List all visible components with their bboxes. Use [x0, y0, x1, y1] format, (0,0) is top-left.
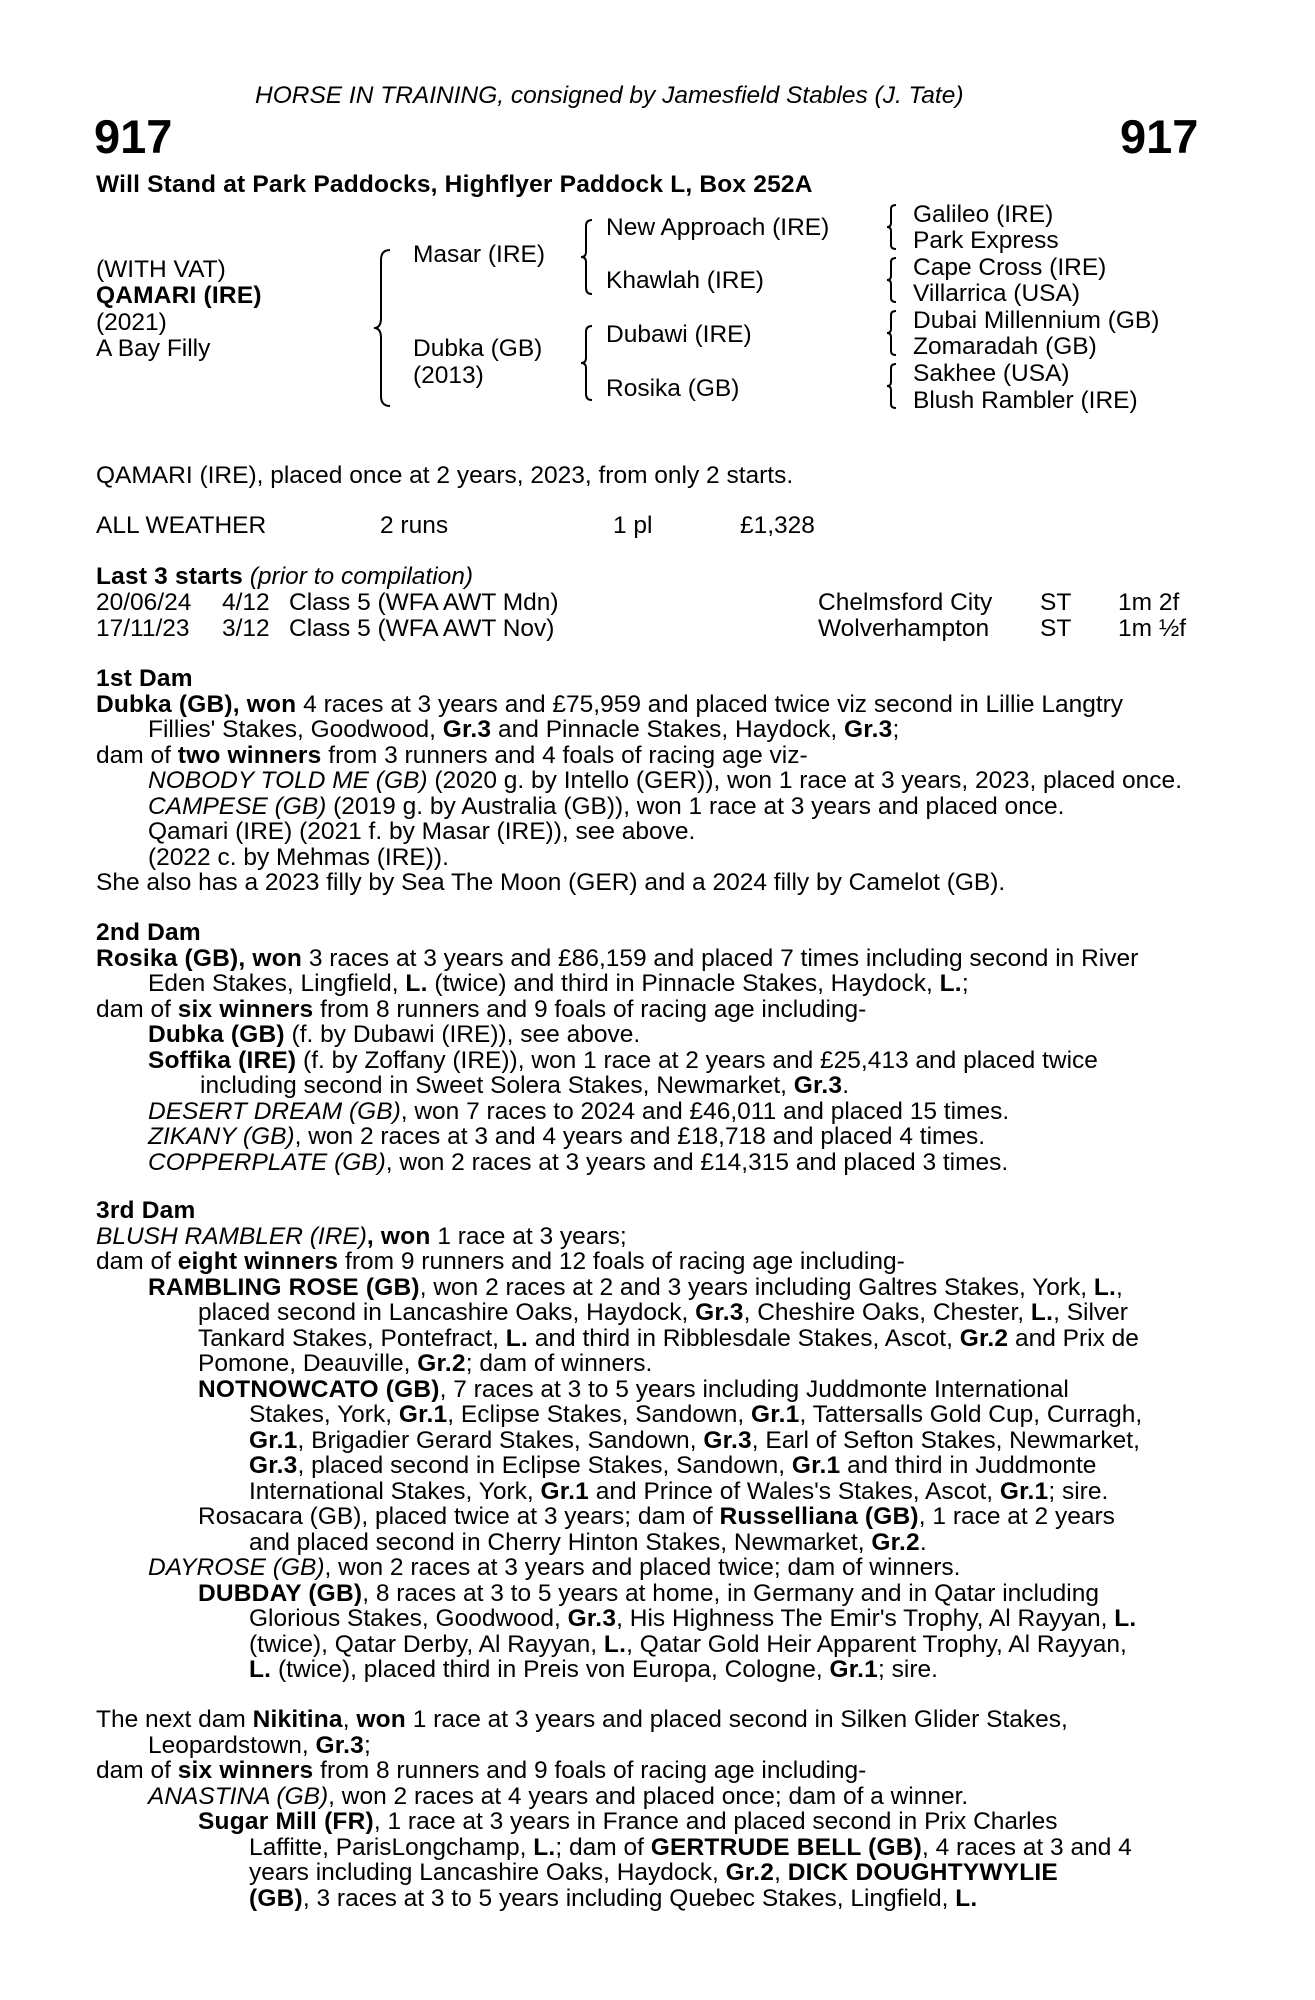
text: , 3 races at 3 to 5 years including Quebec Stakes, Lingfield, — [302, 1884, 956, 1912]
last-starts-title: Last 3 starts — [96, 563, 243, 590]
text: dam of — [96, 1248, 178, 1275]
text: , 8 races at 3 to 5 years at home, in Germany and in Qatar including — [362, 1579, 1099, 1607]
offspring-entry — [96, 1632, 1142, 1658]
text: and third in Juddmonte — [840, 1452, 1097, 1479]
offspring-entry — [96, 1453, 1142, 1479]
text: , placed second in Eclipse Stakes, Sandown, — [297, 1452, 792, 1479]
offspring-entry — [96, 1073, 1138, 1099]
bold-text: Gr.1 — [540, 1477, 589, 1505]
bold-text: NOTNOWCATO (GB) — [198, 1375, 440, 1403]
sire-dam-name: Khawlah (IRE) — [606, 267, 764, 294]
dam-year: (2013) — [413, 362, 484, 389]
dam-line — [96, 717, 1182, 743]
text: placed second in Lancashire Oaks, Haydock, — [198, 1299, 696, 1326]
text: , won 2 races at 3 years and placed twice; dam of winners. — [324, 1554, 961, 1581]
text: , won 7 races to 2024 and £46,011 and placed 15 times. — [400, 1097, 1010, 1125]
text: (2020 g. by Intello (GER)), won 1 race at 3 years, 2023, placed once. — [427, 767, 1182, 794]
offspring-name: ZIKANY (GB) — [148, 1123, 295, 1150]
offspring-entry — [96, 1860, 1132, 1886]
bold-text: Gr.3 — [249, 1452, 298, 1479]
text: , won 2 races at 4 years and placed once; dam of a winner. — [328, 1782, 969, 1810]
lot-number-right: 917 — [1120, 110, 1199, 163]
sire-name: Masar (IRE) — [413, 241, 546, 268]
text: , Earl of Sefton Stakes, Newmarket, — [751, 1426, 1140, 1454]
text: years including Lancashire Oaks, Haydock, — [249, 1859, 726, 1886]
bold-text: Gr.3 — [567, 1605, 617, 1632]
offspring-name: Dubka (GB) — [148, 1021, 285, 1048]
text: Laffitte, ParisLongchamp, — [249, 1833, 534, 1861]
gen3-name: Park Express — [913, 227, 1059, 254]
text: Fillies' Stakes, Goodwood, — [148, 716, 443, 743]
offspring-entry — [96, 1835, 1132, 1861]
text: Glorious Stakes, Goodwood, — [249, 1605, 568, 1632]
start-race: Class 5 (WFA AWT Mdn) — [289, 589, 559, 616]
dam-line — [96, 692, 1182, 718]
bold-text: L. — [533, 1833, 556, 1861]
text: , Tattersalls Gold Cup, Curragh, — [799, 1401, 1143, 1428]
gen3-name: Blush Rambler (IRE) — [913, 387, 1138, 414]
text: , Brigadier Gerard Stakes, Sandown, — [297, 1426, 704, 1454]
dam-line — [96, 1224, 1142, 1250]
bold-text: Gr.1 — [829, 1656, 879, 1683]
text: Eden Stakes, Lingfield, — [148, 970, 406, 997]
dam-line — [96, 946, 1138, 972]
text: dam of — [96, 741, 178, 769]
text: , won 2 races at 3 and 4 years and £18,718 and placed 4 times. — [294, 1123, 986, 1150]
stabling-location: Will Stand at Park Paddocks, Highflyer Paddock L, Box 252A — [96, 171, 813, 198]
text: (twice), placed third in Preis von Europa, Cologne, — [271, 1656, 830, 1683]
italic-text: DAYROSE (GB) — [148, 1554, 325, 1581]
dam-line — [96, 1249, 1142, 1275]
bold-text: DICK DOUGHTYWYLIE — [787, 1859, 1058, 1886]
offspring-entry — [96, 1351, 1142, 1377]
dam-dam-name: Rosika (GB) — [606, 375, 740, 402]
text: , — [774, 1859, 788, 1886]
brace-icon — [580, 324, 594, 402]
text: 3 races at 3 years and £86,159 and placed 7 times including second in River — [302, 944, 1139, 972]
offspring-entry — [96, 1300, 1142, 1326]
text: Rosacara (GB), placed twice at 3 years; dam of — [198, 1503, 720, 1530]
horse-name: QAMARI (IRE) — [96, 282, 262, 309]
text: and third in Ribblesdale Stakes, Ascot, — [527, 1324, 960, 1352]
brace-icon — [886, 203, 898, 251]
offspring-entry — [96, 1402, 1142, 1428]
bold-text: Gr.2 — [417, 1350, 466, 1377]
text: Leopardstown, — [148, 1731, 316, 1759]
offspring-name: Soffika (IRE) — [148, 1046, 297, 1074]
start-course: Chelmsford City — [818, 589, 993, 616]
bold-text: (GB) — [249, 1884, 303, 1912]
text: and Prix de — [1008, 1324, 1139, 1352]
sire-sire-name: New Approach (IRE) — [606, 214, 830, 241]
gen3-name: Galileo (IRE) — [913, 201, 1054, 228]
text: including second in Sweet Solera Stakes, Newmarket, — [200, 1072, 794, 1099]
bold-text: L. — [603, 1630, 627, 1658]
bold-text: Gr.2 — [725, 1859, 775, 1886]
bold-text: Gr.1 — [791, 1452, 841, 1479]
offspring-entry — [96, 1479, 1142, 1505]
grade: Gr.3 — [843, 716, 893, 743]
text: (2019 g. by Australia (GB)), won 1 race at 3 years and placed once. — [326, 792, 1065, 820]
dam-closing: She also has a 2023 filly by Sea The Moon (GER) and a 2024 filly by Camelot (GB). — [96, 869, 1006, 896]
bold-text: Gr.3 — [315, 1731, 365, 1759]
last-starts-note: (prior to compilation) — [249, 563, 474, 590]
dam-line — [96, 1733, 1132, 1759]
text: ; dam of — [555, 1833, 651, 1861]
brace-icon — [886, 256, 898, 304]
text: ; — [961, 970, 969, 997]
second-dam-section — [96, 920, 1138, 1175]
text: , 1 race at 2 years — [918, 1503, 1115, 1530]
start-surface: ST — [1040, 615, 1072, 642]
text: (twice) and third in Pinnacle Stakes, Haydock, — [427, 970, 940, 997]
offspring-entry — [96, 768, 1182, 794]
bold-text: Gr.3 — [703, 1426, 752, 1454]
winners-count: eight winners — [177, 1248, 339, 1275]
bold-text: GERTRUDE BELL (GB) — [650, 1833, 923, 1861]
start-date: 20/06/24 — [96, 589, 192, 616]
offspring-entry — [96, 1326, 1142, 1352]
text: . — [842, 1072, 850, 1099]
text: , Silver — [1053, 1299, 1128, 1326]
offspring-entry — [96, 1428, 1142, 1454]
bold-text: won — [356, 1706, 406, 1733]
next-dam-entries — [96, 1707, 1132, 1911]
offspring-entry — [96, 1022, 1138, 1048]
grade: L. — [939, 970, 962, 997]
text: from 8 runners and 9 foals of racing age including- — [313, 1757, 867, 1784]
text: , His Highness The Emir's Trophy, Al Rayyan, — [616, 1605, 1115, 1632]
offspring-entry — [96, 1886, 1132, 1912]
bold-text: Nikitina — [252, 1706, 343, 1733]
bold-text: L. — [1030, 1299, 1054, 1326]
winners-count: six winners — [177, 995, 314, 1023]
text: and placed second in Cherry Hinton Stakes, Newmarket, — [249, 1528, 872, 1556]
gen3-name: Sakhee (USA) — [913, 360, 1070, 387]
offspring-entry — [96, 1377, 1142, 1403]
section-heading: 2nd Dam — [96, 919, 201, 946]
text: 1 race at 3 years; — [430, 1222, 627, 1250]
text: The next dam — [96, 1706, 253, 1733]
third-dam-section — [96, 1198, 1142, 1683]
section-heading: 3rd Dam — [96, 1197, 196, 1224]
catalogue-header: HORSE IN TRAINING, consigned by Jamesfield Stables (J. Tate) — [255, 82, 964, 109]
text: 1 race at 3 years and placed second in Silken Glider Stakes, — [405, 1706, 1068, 1733]
grade: L. — [405, 970, 428, 997]
vat-status: (WITH VAT) — [96, 256, 226, 283]
bold-text: Gr.3 — [695, 1299, 744, 1326]
dam-name: BLUSH RAMBLER (IRE) — [96, 1222, 367, 1250]
offspring-entry — [96, 1150, 1138, 1176]
record-earnings: £1,328 — [740, 512, 815, 539]
offspring-entry: Qamari (IRE) (2021 f. by Masar (IRE)), see above. — [148, 818, 696, 845]
record-placed: 1 pl — [613, 512, 653, 539]
brace-icon — [886, 309, 898, 357]
text: . — [919, 1528, 927, 1556]
last-starts-heading — [96, 564, 473, 590]
first-dam-section — [96, 666, 1182, 896]
text: , 1 race at 3 years in France and placed second in Prix Charles — [373, 1808, 1058, 1835]
next-dam-section — [96, 1707, 1132, 1911]
offspring-entry — [96, 1048, 1138, 1074]
bold-text: Gr.1 — [398, 1401, 448, 1428]
text: , 7 races at 3 to 5 years including Juddmonte International — [439, 1375, 1069, 1403]
bold-text: L. — [1093, 1273, 1117, 1301]
offspring-entry — [96, 1657, 1142, 1683]
text: from 3 runners and 4 foals of racing age viz- — [321, 741, 808, 769]
text: from 8 runners and 9 foals of racing age including- — [313, 995, 867, 1023]
offspring-name: NOBODY TOLD ME (GB) — [148, 767, 428, 794]
text: International Stakes, York, — [249, 1477, 541, 1505]
bold-text: Sugar Mill (FR) — [198, 1808, 374, 1835]
dam-sire-name: Dubawi (IRE) — [606, 321, 752, 348]
won-label: , won — [366, 1222, 431, 1250]
gen3-name: Cape Cross (IRE) — [913, 254, 1107, 281]
bold-text: Russelliana (GB) — [719, 1503, 919, 1530]
bold-text: RAMBLING ROSE (GB) — [148, 1273, 420, 1301]
start-surface: ST — [1040, 589, 1072, 616]
bold-text: Gr.1 — [249, 1426, 298, 1454]
bold-text: Gr.2 — [871, 1528, 920, 1556]
text: and Prince of Wales's Stakes, Ascot, — [588, 1477, 1000, 1505]
start-distance: 1m ½f — [1118, 615, 1187, 642]
offspring-entry — [96, 1530, 1142, 1556]
brace-icon — [372, 248, 392, 408]
text: (twice), Qatar Derby, Al Rayyan, — [249, 1630, 604, 1658]
foaling-year: (2021) — [96, 309, 167, 336]
dam-line — [96, 971, 1138, 997]
text: Pomone, Deauville, — [198, 1350, 418, 1377]
text: ; — [364, 1731, 371, 1759]
section-heading: 1st Dam — [96, 665, 193, 692]
text: from 9 runners and 12 foals of racing age including- — [338, 1248, 905, 1275]
lot-number-left: 917 — [94, 110, 173, 163]
text: , won 2 races at 2 and 3 years including Galtres Stakes, York, — [419, 1273, 1094, 1301]
text: dam of — [96, 1757, 178, 1784]
start-course: Wolverhampton — [818, 615, 990, 642]
dam-line — [96, 1707, 1132, 1733]
bold-text: DUBDAY (GB) — [198, 1579, 363, 1607]
brace-icon — [580, 218, 594, 296]
bold-text: L. — [249, 1656, 272, 1683]
text: ; sire. — [1048, 1477, 1109, 1505]
start-position: 4/12 — [222, 589, 270, 616]
bold-text: Gr.1 — [751, 1401, 800, 1428]
grade: Gr.3 — [442, 716, 492, 743]
start-position: 3/12 — [222, 615, 270, 642]
winners-count: two winners — [177, 741, 322, 769]
dam-name: Dubka (GB) — [96, 690, 233, 718]
bold-text: L. — [955, 1884, 978, 1912]
bold-text: Gr.1 — [999, 1477, 1049, 1505]
offspring-entry — [96, 1504, 1142, 1530]
bold-text: L. — [1114, 1605, 1137, 1632]
offspring-entry — [96, 794, 1182, 820]
start-race: Class 5 (WFA AWT Nov) — [289, 615, 555, 642]
record-runs: 2 runs — [380, 512, 449, 539]
bold-text: Gr.2 — [959, 1324, 1009, 1352]
offspring-name: COPPERPLATE (GB) — [148, 1148, 386, 1176]
third-dam-offspring — [96, 1275, 1142, 1683]
dam-line — [96, 1758, 1132, 1784]
dam-name: Dubka (GB) — [413, 335, 543, 362]
dam-line — [96, 743, 1182, 769]
text: ; dam of winners. — [465, 1350, 653, 1377]
text: Stakes, York, — [249, 1401, 399, 1428]
text: , won 2 races at 3 years and £14,315 and placed 3 times. — [385, 1148, 1009, 1176]
offspring-name: DESERT DREAM (GB) — [148, 1097, 401, 1125]
text: and Pinnacle Stakes, Haydock, — [491, 716, 844, 743]
text: , Cheshire Oaks, Chester, — [743, 1299, 1031, 1326]
won-label: , won — [232, 690, 297, 718]
gen3-name: Villarrica (USA) — [913, 280, 1080, 307]
text: , Qatar Gold Heir Apparent Trophy, Al Rayyan, — [626, 1630, 1127, 1658]
offspring-entry — [96, 1809, 1132, 1835]
offspring-entry — [96, 1606, 1142, 1632]
gen3-name: Dubai Millennium (GB) — [913, 307, 1160, 334]
text: , Eclipse Stakes, Sandown, — [447, 1401, 751, 1428]
text: (f. by Dubawi (IRE)), see above. — [284, 1021, 641, 1048]
dam-name: Rosika (GB) — [96, 944, 239, 972]
gen3-name: Zomaradah (GB) — [913, 333, 1097, 360]
offspring-entry — [96, 1784, 1132, 1810]
offspring-entry — [96, 1275, 1142, 1301]
text: ; — [892, 716, 900, 743]
text: ; sire. — [878, 1656, 938, 1683]
brace-icon — [886, 362, 898, 410]
offspring-entry — [96, 1581, 1142, 1607]
bold-text: six winners — [177, 1757, 314, 1784]
won-label: , won — [238, 944, 303, 972]
offspring-entry — [96, 1555, 1142, 1581]
text: (f. by Zoffany (IRE)), won 1 race at 2 years and £25,413 and placed twice — [296, 1046, 1098, 1074]
horse-description: A Bay Filly — [96, 335, 211, 362]
start-date: 17/11/23 — [96, 615, 190, 642]
text: , 4 races at 3 and 4 — [922, 1833, 1132, 1861]
offspring-entry: (2022 c. by Mehmas (IRE)). — [148, 843, 449, 871]
start-distance: 1m 2f — [1118, 589, 1180, 616]
text: , — [1116, 1273, 1123, 1301]
text: , — [342, 1706, 357, 1733]
offspring-entry — [96, 1124, 1138, 1150]
offspring-entry — [96, 1099, 1138, 1125]
bold-text: L. — [505, 1324, 528, 1352]
text: 4 races at 3 years and £75,959 and placed twice viz second in Lillie Langtry — [296, 690, 1124, 718]
text: dam of — [96, 995, 178, 1023]
text: Tankard Stakes, Pontefract, — [198, 1324, 506, 1352]
italic-text: ANASTINA (GB) — [148, 1782, 329, 1810]
grade: Gr.3 — [793, 1072, 843, 1099]
offspring-name: CAMPESE (GB) — [148, 792, 327, 820]
dam-line — [96, 997, 1138, 1023]
record-surface: ALL WEATHER — [96, 512, 267, 539]
racing-summary: QAMARI (IRE), placed once at 2 years, 2023, from only 2 starts. — [96, 462, 794, 489]
